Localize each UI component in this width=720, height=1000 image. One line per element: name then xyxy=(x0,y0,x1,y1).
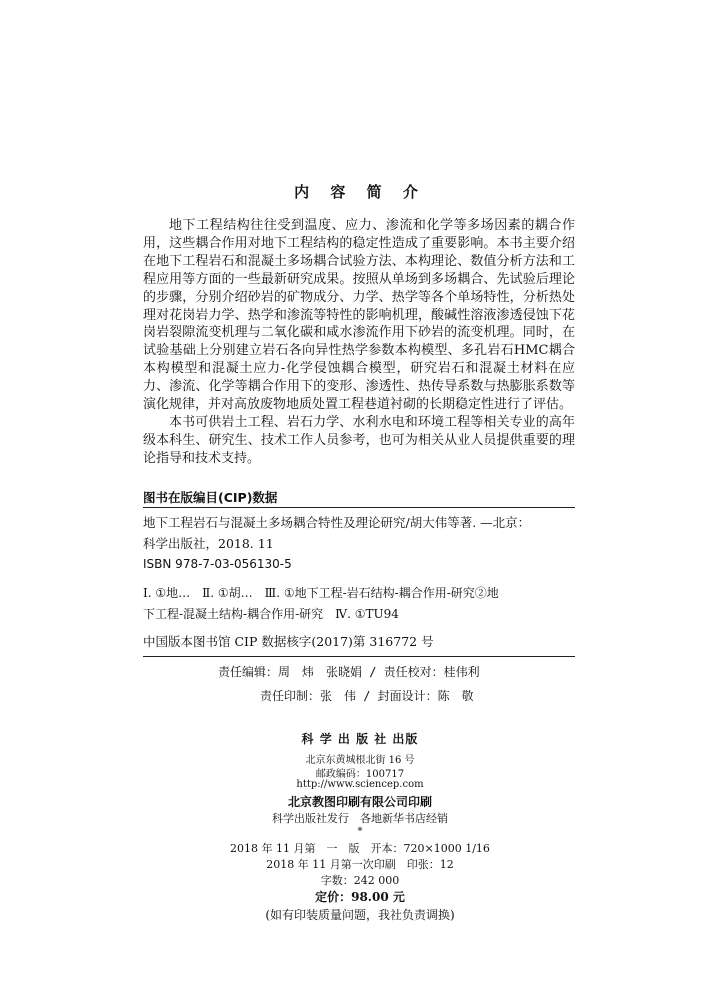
publisher-address: 北京东黄城根北街 16 号 xyxy=(305,755,415,766)
word-count: 字数：242 000 xyxy=(320,874,400,887)
printing-line: 2018 年 11 月第一次印刷 印张：12 xyxy=(266,858,454,871)
intro-paragraph-1: 地下工程结构往往受到温度、应力、渗流和化学等多场因素的耦合作用，这些耦合作用对地下工程结构的稳定性造成了重要影响。本书主要介绍在地下工程岩石和混凝土多场耦合试验方法、本构理论、数值分析方法和工程应用等方面的一些最新研究成果。按照从单场到多场耦合、先试验后理论的步骤，分别介绍砂岩的矿物成分、力学、热学等各个单场特性，分析热处理对花岗岩力学、热学和渗流等特性的影响机理，酸碱性溶液渗透侵蚀下花岗岩裂隙流变机理与二氧化碳和咸水渗流作用下砂岩的流变机理。同时，在试验基础上分别建立岩石各向异性热学参数本构模型、多孔岩石HMC耦合本构模型和混凝土应力-化学侵蚀耦合模型，研究岩石和混凝土材料在应力、渗流、化学等耦合作用下的变形、渗透性、热传导系数与热膨胀系数等演化规律，并对高放废物地质处置工程巷道衬砌的长期稳定性进行了评估。 xyxy=(143,218,575,413)
publisher-name: 科 学 出 版 社 出版 xyxy=(301,732,419,746)
printer-name: 北京教图印刷有限公司印刷 xyxy=(287,795,432,809)
edition-line: 2018 年 11 月第 一 版 开本：720×1000 1/16 xyxy=(230,842,490,855)
separator-star: * xyxy=(357,826,363,837)
cip-top-rule xyxy=(143,507,575,508)
price: 定价：98.00 元 xyxy=(315,890,405,904)
cip-publisher-line: 科学出版社，2018. 11 xyxy=(143,536,274,551)
publisher-url: http://www.sciencep.com xyxy=(296,779,424,790)
quality-notice: (如有印装质量问题，我社负责调换) xyxy=(265,908,455,922)
credits-editors: 责任编辑：周 炜 张晓娟 / 责任校对：桂伟利 xyxy=(218,665,480,679)
cip-record-number: 中国版本图书馆 CIP 数据核字(2017)第 316772 号 xyxy=(143,634,434,649)
intro-section xyxy=(143,217,575,468)
cip-classification-line-2: 下工程-混凝土结构-耦合作用-研究 Ⅳ. ①TU94 xyxy=(143,607,399,621)
page-title: 内 容 简 介 xyxy=(294,183,426,201)
cip-heading: 图书在版编目(CIP)数据 xyxy=(143,490,278,505)
cip-title-line: 地下工程岩石与混凝土多场耦合特性及理论研究/胡大伟等著. —北京： xyxy=(143,515,531,530)
publisher-postcode: 邮政编码：100717 xyxy=(315,769,405,780)
credits-production: 责任印制：张 伟 / 封面设计：陈 敬 xyxy=(260,689,474,703)
cip-bottom-rule xyxy=(143,656,575,657)
distribution-line: 科学出版社发行 各地新华书店经销 xyxy=(272,812,448,825)
cip-isbn: ISBN 978-7-03-056130-5 xyxy=(143,557,292,571)
cip-classification-line-1: Ⅰ. ①地… Ⅱ. ①胡… Ⅲ. ①地下工程-岩石结构-耦合作用-研究②地 xyxy=(143,586,499,600)
intro-paragraph-2: 本书可供岩土工程、岩石力学、水利水电和环境工程等相关专业的高年级本科生、研究生、技术工作人员参考，也可为相关从业人员提供重要的理论指导和技术支持。 xyxy=(143,414,575,466)
